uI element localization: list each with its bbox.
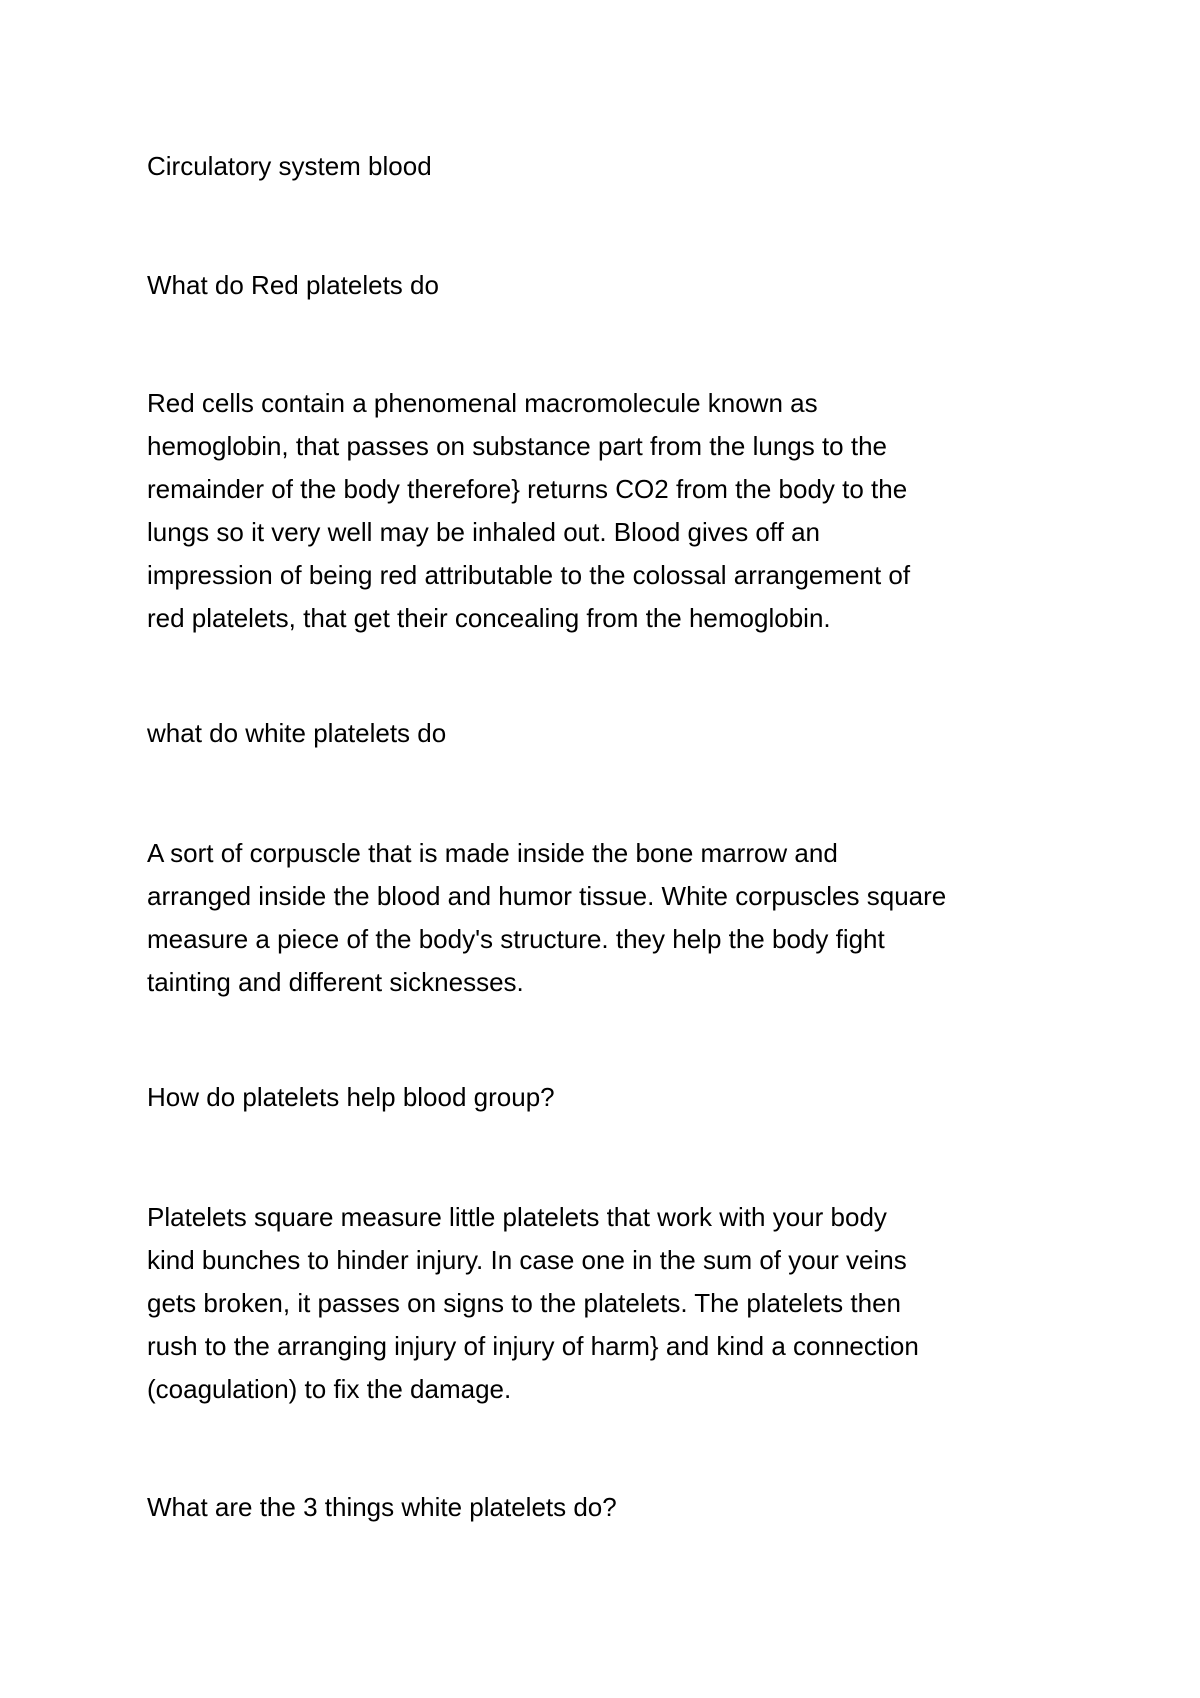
answer-white-platelets — [147, 832, 1077, 1004]
answer-line: Platelets square measure little platelets that work with your body — [147, 1202, 887, 1232]
question-text: what do white platelets do — [147, 718, 447, 748]
answer-red-platelets — [147, 382, 1077, 640]
answer-line: kind bunches to hinder injury. In case one in the sum of your veins — [147, 1245, 907, 1275]
question-red-platelets — [147, 264, 1077, 307]
document-title — [147, 145, 1077, 188]
question-white-platelets — [147, 712, 1077, 755]
question-text: What do Red platelets do — [147, 270, 439, 300]
answer-line: arranged inside the blood and humor tissue. White corpuscles square — [147, 881, 947, 911]
answer-line: remainder of the body therefore} returns CO2 from the body to the — [147, 474, 908, 504]
question-text: How do platelets help blood group? — [147, 1082, 555, 1112]
question-text: What are the 3 things white platelets do? — [147, 1492, 617, 1522]
answer-line: lungs so it very well may be inhaled out. Blood gives off an — [147, 517, 821, 547]
question-three-things — [147, 1486, 1077, 1529]
answer-line: (coagulation) to fix the damage. — [147, 1374, 512, 1404]
answer-line: hemoglobin, that passes on substance part from the lungs to the — [147, 431, 888, 461]
answer-line: impression of being red attributable to the colossal arrangement of — [147, 560, 911, 590]
answer-line: red platelets, that get their concealing from the hemoglobin. — [147, 603, 831, 633]
answer-platelets-blood-group — [147, 1196, 1077, 1411]
answer-line: A sort of corpuscle that is made inside the bone marrow and — [147, 838, 838, 868]
answer-line: measure a piece of the body's structure. they help the body fight — [147, 924, 885, 954]
question-platelets-blood-group — [147, 1076, 1077, 1119]
answer-line: gets broken, it passes on signs to the platelets. The platelets then — [147, 1288, 901, 1318]
title-text: Circulatory system blood — [147, 151, 432, 181]
answer-line: Red cells contain a phenomenal macromolecule known as — [147, 388, 818, 418]
answer-line: rush to the arranging injury of injury of harm} and kind a connection — [147, 1331, 919, 1361]
answer-line: tainting and different sicknesses. — [147, 967, 524, 997]
